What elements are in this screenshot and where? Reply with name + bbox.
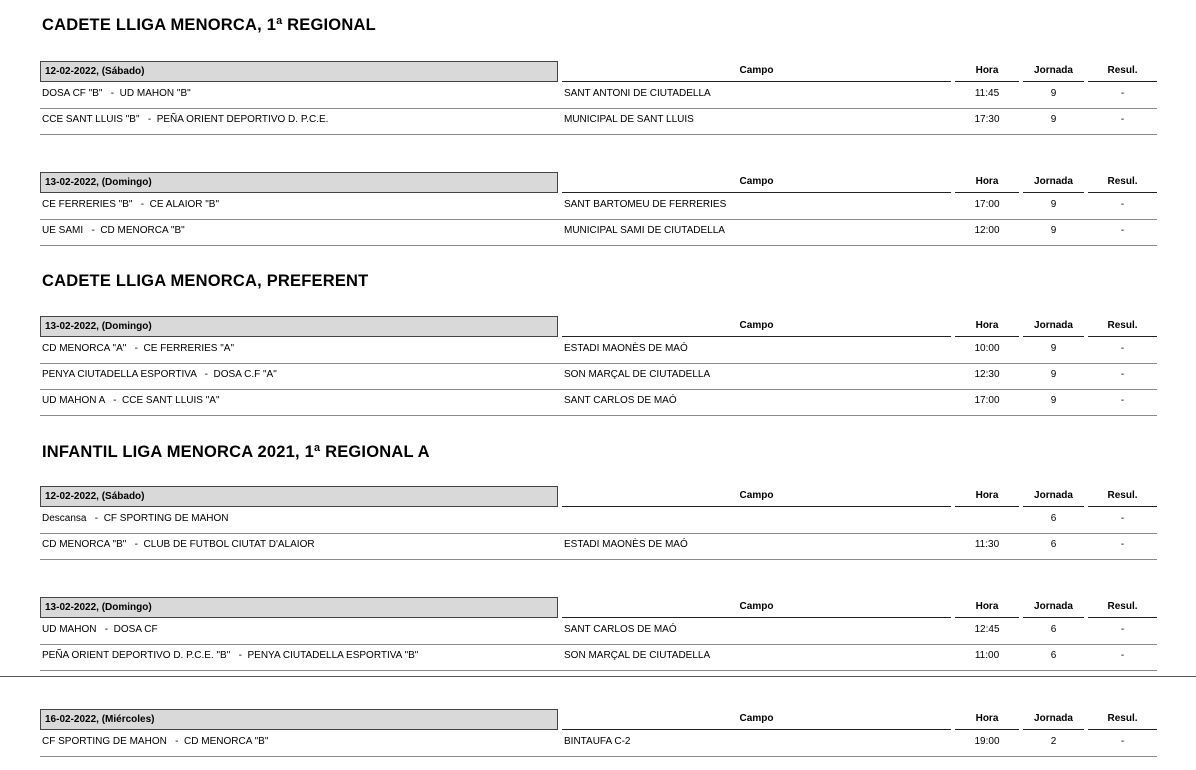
jornada-cell: 6 [1050, 513, 1057, 524]
table-row [40, 364, 1157, 390]
date-header: 12-02-2022, (Sábado) [40, 61, 558, 82]
column-header-hora: Hora [955, 172, 1019, 193]
hora-cell: 10:00 [974, 343, 1000, 354]
table-row [40, 619, 1157, 645]
column-header-resul: Resul. [1088, 709, 1157, 730]
column-header-campo: Campo [562, 172, 951, 193]
table-header [40, 316, 1157, 338]
column-header-campo: Campo [562, 61, 951, 82]
campo-cell: SANT ANTONI DE CIUTADELLA [564, 88, 711, 99]
match-cell: CE FERRERIES "B" - CE ALAIOR "B" [42, 199, 220, 210]
resul-cell: - [1120, 114, 1125, 125]
date-header: 13-02-2022, (Domingo) [40, 597, 558, 618]
fixture-table [40, 597, 1157, 671]
match-cell: PEÑA ORIENT DEPORTIVO D. P.C.E. "B" - PENYA CIUTADELLA ESPORTIVA "B" [42, 650, 419, 661]
jornada-cell: 6 [1050, 624, 1057, 635]
resul-cell: - [1120, 88, 1125, 99]
resul-cell: - [1120, 513, 1125, 524]
jornada-cell: 9 [1050, 114, 1057, 125]
hora-cell: 17:00 [974, 199, 1000, 210]
campo-cell: SANT CARLOS DE MAÓ [564, 395, 677, 406]
date-header: 13-02-2022, (Domingo) [40, 316, 558, 337]
column-header-campo: Campo [562, 316, 951, 337]
table-header [40, 172, 1157, 194]
table-header [40, 486, 1157, 508]
resul-cell: - [1120, 539, 1125, 550]
hora-cell: 19:00 [974, 736, 1000, 747]
fixture-table [40, 61, 1157, 135]
match-cell: UD MAHON - DOSA CF [42, 624, 158, 635]
fixture-table [40, 486, 1157, 560]
column-header-campo: Campo [562, 597, 951, 618]
column-header-hora: Hora [955, 709, 1019, 730]
campo-cell: MUNICIPAL DE SANT LLUIS [564, 114, 694, 125]
match-cell: CD MENORCA "A" - CE FERRERIES "A" [42, 343, 235, 354]
column-header-resul: Resul. [1088, 172, 1157, 193]
hora-cell: 12:00 [974, 225, 1000, 236]
column-header-jornada: Jornada [1023, 316, 1084, 337]
resul-cell: - [1120, 736, 1125, 747]
match-cell: UD MAHON A - CCE SANT LLUIS "A" [42, 395, 220, 406]
resul-cell: - [1120, 650, 1125, 661]
hora-cell: 12:30 [974, 369, 1000, 380]
column-header-hora: Hora [955, 61, 1019, 82]
hora-cell: 11:45 [974, 88, 1000, 99]
column-header-hora: Hora [955, 597, 1019, 618]
match-cell: CD MENORCA "B" - CLUB DE FUTBOL CIUTAT D'ALAIOR [42, 539, 315, 550]
table-header [40, 709, 1157, 731]
resul-cell: - [1120, 369, 1125, 380]
column-header-jornada: Jornada [1023, 61, 1084, 82]
table-row [40, 731, 1157, 757]
resul-cell: - [1120, 225, 1125, 236]
table-row [40, 194, 1157, 220]
match-cell: PENYA CIUTADELLA ESPORTIVA - DOSA C.F "A" [42, 369, 277, 380]
campo-cell: SON MARÇAL DE CIUTADELLA [564, 650, 711, 661]
match-cell: UE SAMI - CD MENORCA "B" [42, 225, 185, 236]
section-title: INFANTIL LIGA MENORCA 2021, 1ª REGIONAL A [42, 443, 430, 461]
hora-cell: 12:45 [974, 624, 1000, 635]
fixture-table [40, 316, 1157, 416]
hora-cell: 11:00 [974, 650, 1000, 661]
column-header-jornada: Jornada [1023, 172, 1084, 193]
column-header-jornada: Jornada [1023, 486, 1084, 507]
jornada-cell: 6 [1050, 539, 1057, 550]
jornada-cell: 9 [1050, 395, 1057, 406]
column-header-campo: Campo [562, 709, 951, 730]
jornada-cell: 9 [1050, 88, 1057, 99]
column-header-hora: Hora [955, 316, 1019, 337]
table-row [40, 109, 1157, 135]
column-header-resul: Resul. [1088, 597, 1157, 618]
campo-cell: BINTAUFA C-2 [564, 736, 631, 747]
match-cell: CF SPORTING DE MAHON - CD MENORCA "B" [42, 736, 269, 747]
jornada-cell: 6 [1050, 650, 1057, 661]
jornada-cell: 2 [1050, 736, 1057, 747]
hora-cell: 11:30 [974, 539, 1000, 550]
date-header: 16-02-2022, (Miércoles) [40, 709, 558, 730]
resul-cell: - [1120, 343, 1125, 354]
match-cell: CCE SANT LLUIS "B" - PEÑA ORIENT DEPORTIVO D. P.C.E. [42, 114, 329, 125]
jornada-cell: 9 [1050, 225, 1057, 236]
table-row [40, 83, 1157, 109]
campo-cell: MUNICIPAL SAMI DE CIUTADELLA [564, 225, 725, 236]
resul-cell: - [1120, 199, 1125, 210]
hora-cell: 17:30 [974, 114, 1000, 125]
fixture-table [40, 172, 1157, 246]
campo-cell: ESTADI MAONÈS DE MAÓ [564, 343, 688, 354]
match-cell: Descansa - CF SPORTING DE MAHON [42, 513, 229, 524]
table-row [40, 390, 1157, 416]
table-row [40, 534, 1157, 560]
table-header [40, 597, 1157, 619]
campo-cell: SANT CARLOS DE MAÓ [564, 624, 677, 635]
jornada-cell: 9 [1050, 343, 1057, 354]
column-header-jornada: Jornada [1023, 597, 1084, 618]
column-header-jornada: Jornada [1023, 709, 1084, 730]
fixture-table [40, 709, 1157, 757]
page-divider [0, 676, 1196, 677]
table-row [40, 645, 1157, 671]
column-header-resul: Resul. [1088, 316, 1157, 337]
section-title: CADETE LLIGA MENORCA, PREFERENT [42, 272, 369, 290]
campo-cell: ESTADI MAONÈS DE MAÓ [564, 539, 688, 550]
column-header-resul: Resul. [1088, 61, 1157, 82]
resul-cell: - [1120, 624, 1125, 635]
table-row [40, 220, 1157, 246]
match-cell: DOSA CF "B" - UD MAHON "B" [42, 88, 191, 99]
resul-cell: - [1120, 395, 1125, 406]
hora-cell: 17:00 [974, 395, 1000, 406]
column-header-campo: Campo [562, 486, 951, 507]
campo-cell: SANT BARTOMEU DE FERRERIES [564, 199, 727, 210]
date-header: 12-02-2022, (Sábado) [40, 486, 558, 507]
table-row [40, 338, 1157, 364]
column-header-resul: Resul. [1088, 486, 1157, 507]
table-row [40, 508, 1157, 534]
section-title: CADETE LLIGA MENORCA, 1ª REGIONAL [42, 16, 376, 34]
column-header-hora: Hora [955, 486, 1019, 507]
table-header [40, 61, 1157, 83]
jornada-cell: 9 [1050, 369, 1057, 380]
date-header: 13-02-2022, (Domingo) [40, 172, 558, 193]
jornada-cell: 9 [1050, 199, 1057, 210]
campo-cell: SON MARÇAL DE CIUTADELLA [564, 369, 711, 380]
